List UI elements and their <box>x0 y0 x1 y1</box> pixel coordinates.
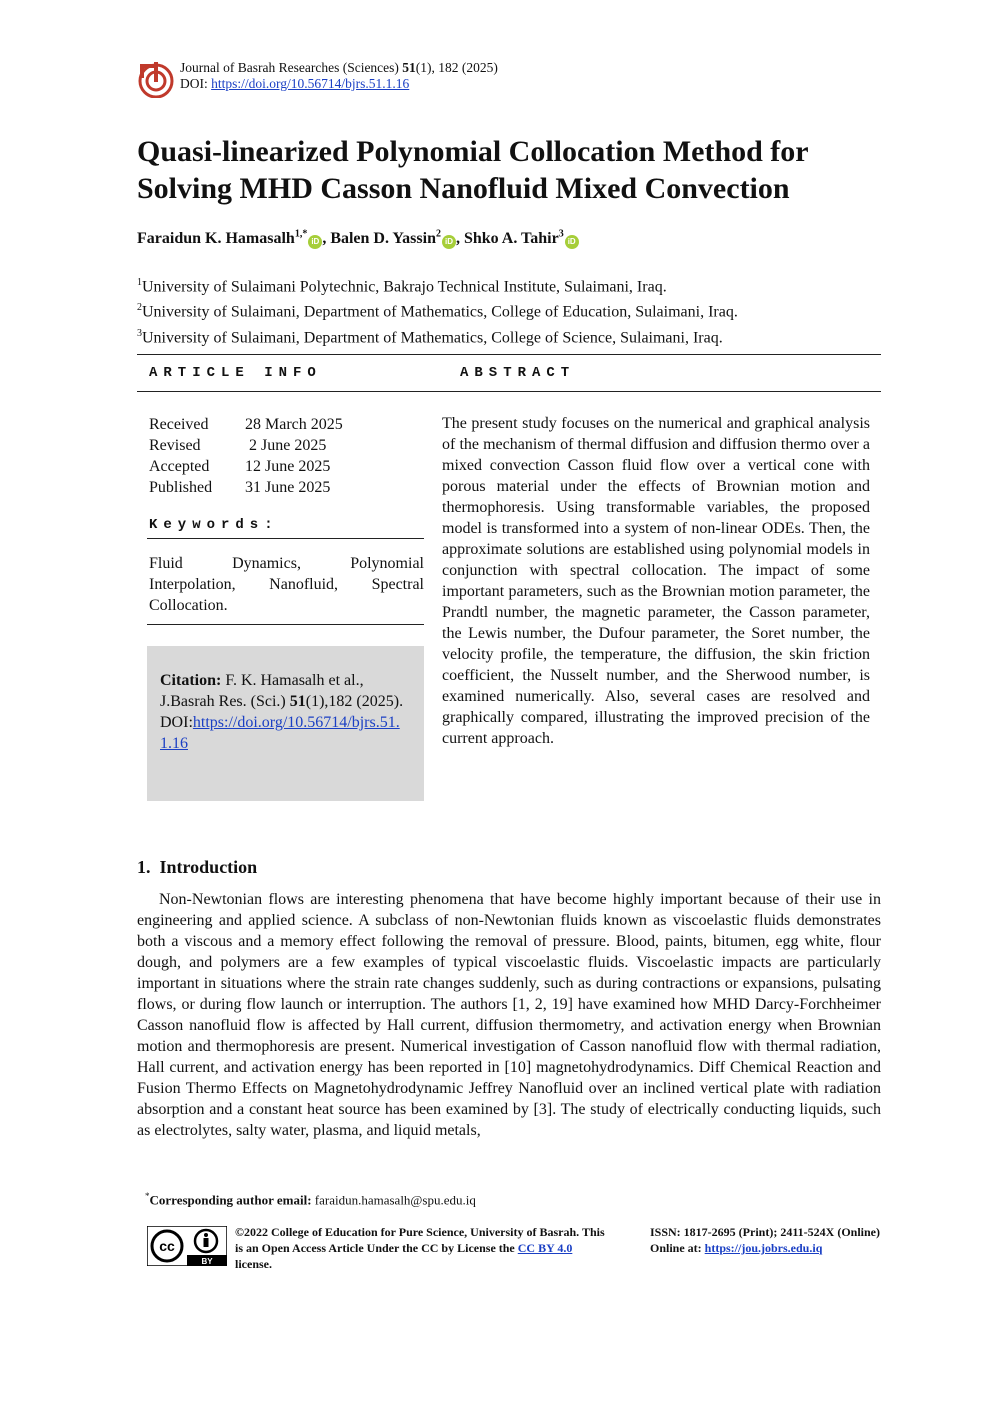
affiliation-mark: 2 <box>137 302 142 314</box>
article-info-heading: ARTICLE INFO <box>149 365 322 381</box>
issn-text: ISSN: 1817-2695 (Print); 2411-524X (Online) <box>650 1225 880 1239</box>
cc-mark-text: cc <box>159 1238 175 1254</box>
doi-link[interactable]: https://doi.org/10.56714/bjrs.51.1.16 <box>211 76 410 91</box>
title-line-2: Solving MHD Casson Nanofluid Mixed Convection <box>137 172 790 205</box>
article-dates <box>149 414 343 498</box>
citation-volume: 51 <box>289 693 306 710</box>
online-label: Online at: <box>650 1241 705 1255</box>
author-list <box>137 229 579 249</box>
affiliation <box>137 323 738 348</box>
orcid-icon[interactable]: iD <box>565 235 579 249</box>
date-value: 12 June 2025 <box>245 458 331 475</box>
paper-title <box>137 133 897 207</box>
author-name: Balen D. Yassin <box>330 230 436 248</box>
corresponding-author <box>145 1191 476 1208</box>
author-separator: , <box>322 230 331 248</box>
author-affiliation-mark: 3 <box>558 229 564 240</box>
author-name: Shko A. Tahir <box>463 230 559 248</box>
date-row <box>149 414 343 435</box>
divider <box>147 624 424 625</box>
author <box>330 230 464 247</box>
introduction-paragraph: Non-Newtonian flows are interesting phenomena that have become highly important because of their use in engineering and applied science. A subclass of non-Newtonian fluids known as viscoelastic fluids demonstrates both a viscous and a memory effect following the removal of pressure. Blood, paints, bitumen, egg white, flour dough, and polymers are a few examples of typical viscoelastic fluids. Viscoelastic impacts are particularly important in situations where the strain rate changes suddenly, such as during contractions or expansions, pulsating flows, or during flow launch or interruption. The authors [1, 2, 19] have examined how MHD Darcy-Forchheimer Casson nanofluid flow is affected by Hall current, diffusion thermometry, and activation energy when Brownian motion and thermophoresis are present. Numerical investigation of Casson nanofluid flow with thermal radiation, Hall current, and activation energy has been reported in [10] magnetohydrodynamics. Diff Chemical Reaction and Fusion Thermo Effects on Magnetohydrodynamic Jeffrey Nanofluid over an inclined vertical plate with radiation absorption and a constant heat source has been examined by [3]. The study of electrically conducting liquids, such as electrolytes, salty water, plasma, and liquid metals, <box>137 891 881 1139</box>
license-suffix: license. <box>235 1257 272 1271</box>
affiliations <box>137 272 738 348</box>
journal-header <box>180 60 498 92</box>
date-label: Revised <box>149 437 201 454</box>
date-value: 28 March 2025 <box>245 416 343 433</box>
abstract-heading: ABSTRACT <box>460 365 576 381</box>
author <box>137 230 330 247</box>
journal-name: Journal of Basrah Researches (Sciences) <box>180 60 403 75</box>
author-separator: , <box>455 230 464 248</box>
abstract-text: The present study focuses on the numerical and graphical analysis of the mechanism of thermal diffusion and diffusion thermo over a mixed convection Casson fluid flow over a vertical cone with porous material under the effects of Brownian motion and thermophoresis. Using transformable variables, the proposed model is transformed into a system of non-linear ODEs. Then, the approximate solutions are established using polynomial models in conjunction with spectral collocation. The impact of some important parameters, such as the Brownian motion parameter, the Prandtl number, the magnetic parameter, the Casson parameter, the Lewis number, the Dufour parameter, the Soret number, the velocity profile, the temperature, the diffusion, the skin friction coefficient, the Nusselt number, and the Sherwood number, is examined numerically. Also, several cases are resolved and graphically compared, illustrating the improved precision of the current approach. <box>442 415 870 747</box>
citation-text: F. K. Hamasalh et al., J.Basrah Res. (Sci.) <box>160 672 364 710</box>
date-label: Accepted <box>149 458 210 475</box>
affiliation-text: University of Sulaimani, Department of Mathematics, College of Science, Sulaimani, Iraq. <box>142 328 723 346</box>
affiliation-mark: 1 <box>137 277 142 288</box>
license-text <box>235 1224 605 1272</box>
author <box>464 230 579 247</box>
date-value: 31 June 2025 <box>245 479 331 496</box>
cc-by-link[interactable]: CC BY 4.0 <box>517 1241 573 1255</box>
author-affiliation-mark: 1,* <box>294 229 308 240</box>
issn-block <box>650 1224 880 1256</box>
license-statement: ©2022 College of Education for Pure Science, University of Basrah. This is an Open Access Article Under the CC by License the <box>235 1225 605 1255</box>
journal-website-link[interactable]: https://jou.jobrs.edu.iq <box>704 1241 823 1255</box>
divider <box>137 391 881 392</box>
journal-logo-icon <box>137 60 175 98</box>
journal-volume: 51 <box>402 60 416 75</box>
affiliation-mark: 3 <box>137 327 142 339</box>
corresponding-label: Corresponding author email: <box>149 1192 315 1208</box>
orcid-icon[interactable]: iD <box>308 235 322 249</box>
section-heading: 1. Introduction <box>137 857 258 877</box>
affiliation <box>137 297 738 322</box>
keywords-text: Fluid Dynamics, Polynomial Interpolation, Nanofluid, Spectral Collocation. <box>149 555 424 614</box>
doi-label: DOI: <box>180 76 212 91</box>
footnote-mark: * <box>145 1191 150 1201</box>
orcid-icon[interactable]: iD <box>442 235 456 249</box>
journal-issue: (1), 182 (2025) <box>415 60 498 75</box>
divider <box>147 538 424 539</box>
citation-doi-label: DOI: <box>160 714 193 731</box>
cc-by-text: BY <box>201 1257 213 1266</box>
date-row <box>149 456 343 477</box>
author-affiliation-mark: 2 <box>435 229 441 240</box>
affiliation-text: University of Sulaimani, Department of Mathematics, College of Education, Sulaimani, Iraq. <box>142 303 738 321</box>
date-row <box>149 435 343 456</box>
citation-year: (1),182 (2025). <box>305 693 404 710</box>
affiliation-text: University of Sulaimani Polytechnic, Bakrajo Technical Institute, Sulaimani, Iraq. <box>142 278 667 296</box>
author-name: Faraidun K. Hamasalh <box>137 230 295 248</box>
date-row <box>149 477 343 498</box>
citation-doi-link[interactable]: https://doi.org/10.56714/bjrs.51.1.16 <box>160 714 400 752</box>
divider <box>137 354 881 355</box>
date-label: Received <box>149 416 209 433</box>
citation-label: Citation: <box>160 672 222 689</box>
citation-box <box>147 646 424 801</box>
date-value: 2 June 2025 <box>245 437 327 454</box>
date-label: Published <box>149 479 213 496</box>
affiliation <box>137 272 738 297</box>
cc-by-license-icon <box>147 1226 227 1266</box>
title-line-1: Quasi-linearized Polynomial Collocation Method for <box>137 135 809 168</box>
corresponding-email: faraidun.hamasalh@spu.edu.iq <box>314 1192 476 1208</box>
keywords-heading: Keywords: <box>149 517 279 533</box>
